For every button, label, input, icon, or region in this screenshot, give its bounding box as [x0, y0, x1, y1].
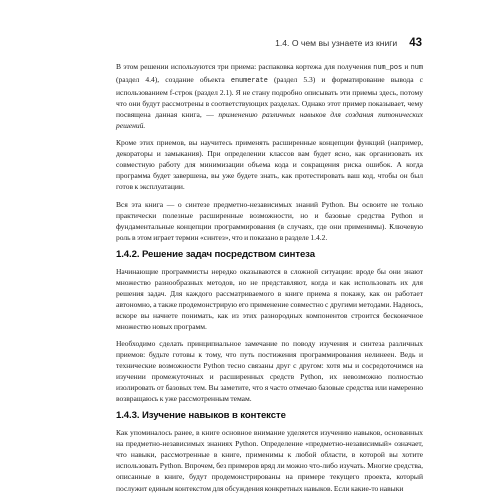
paragraph-synthesis: Вся эта книга — о синтезе предметно-независимых знаний Python. Вы освоите не только практически полезные расширенные возможности, но и базовые средства Python и фундаментальные концепции программирования (в случаях, где они применимы). Ключевую роль в этом играет термин «синтез», что и показано в разделе 1.4.2. [116, 199, 423, 242]
code-enumerate: enumerate [230, 77, 268, 86]
code-num: num [410, 64, 424, 72]
section-heading-1-4-2: 1.4.2. Решение задач посредством синтеза [116, 248, 315, 260]
section-heading-1-4-3: 1.4.3. Изучение навыков в контексте [116, 410, 286, 422]
emphasis-text: применению различных навыков для создания питонических решений. [116, 110, 423, 131]
paragraph-context: Как упоминалось ранее, в книге основное внимание уделяется изучению навыков, основанных на предметно-независимых знаниях Python. Определение «предметно-независимый» означает, что навыки, рассмотренные в книге, применимы к любой области, в которой вы хотите использовать Python. Впрочем, без примеров вряд ли можно что-либо изучать. Многие средства, описанные в книге, будут продемонстрированы на примере текущего проекта, который послужит единым контекстом для обсуждения конкретных навыков. Если какие-то навыки [116, 428, 423, 493]
paragraph-nonlinear: Необходимо сделать принципиальное замечание по поводу изучения и синтеза различных приемов: будьте готовы к тому, что путь постижения программирования нелинеен. Ведь и технические возможности Python тесно связаны друг с другом: хотя мы и сосредоточимся на изучении промежуточных и расширенных средств Python, их невозможно полностью изолировать от базовых тем. Вы заметите, что я часто отмечаю базовые средства или намеренно возвращаюсь к уже рассмотренным темам. [116, 338, 423, 404]
paragraph-beginners: Начинающие программисты нередко оказываются в сложной ситуации: вроде бы они знают множество разнообразных методов, но не представляют, когда и как использовать их для решения задач. Для каждого рассматриваемого в книге приема я покажу, как он работает автономно, а также продемонстрирую его применение совместно с другими методами. Надеюсь, вскоре вы начнете понимать, как из этих разнородных компонентов строится бесконечное множество новых программ. [116, 266, 423, 331]
paragraph-advanced-concepts: Кроме этих приемов, вы научитесь применять расширенные концепции функций (например, декораторы и замыкания). При определении классов вам будет ясно, как организовать их совместную работу для минимизации объема кода и сокращения риска ошибок. А когда программа будет завершена, вы уже будете знать, как протестировать ваш код, чтобы он был готов к эксплуатации. [116, 138, 423, 192]
running-header [275, 37, 422, 49]
paragraph-text: (раздел 5.3) и форматирование вывода с использованием f-строк (раздел 2.1). Я не стану подробно описывать эти приемы здесь, потому что они будут рассмотрены в соответствующих разделах. Однако этот пример показывает, чему посвящена данная книга, — [116, 75, 423, 120]
body-text [116, 61, 423, 500]
paragraph-techniques [116, 61, 423, 131]
paragraph-text: и [402, 62, 411, 71]
paragraph-text: (раздел 4.4), создание объекта [116, 75, 231, 85]
code-num-pos: num_pos [373, 64, 403, 72]
page-number: 43 [409, 37, 422, 49]
running-title: 1.4. О чем вы узнаете из книги [275, 38, 398, 48]
paragraph-text: В этом решении используются три приема: распаковка кортежа для получения [116, 62, 374, 71]
